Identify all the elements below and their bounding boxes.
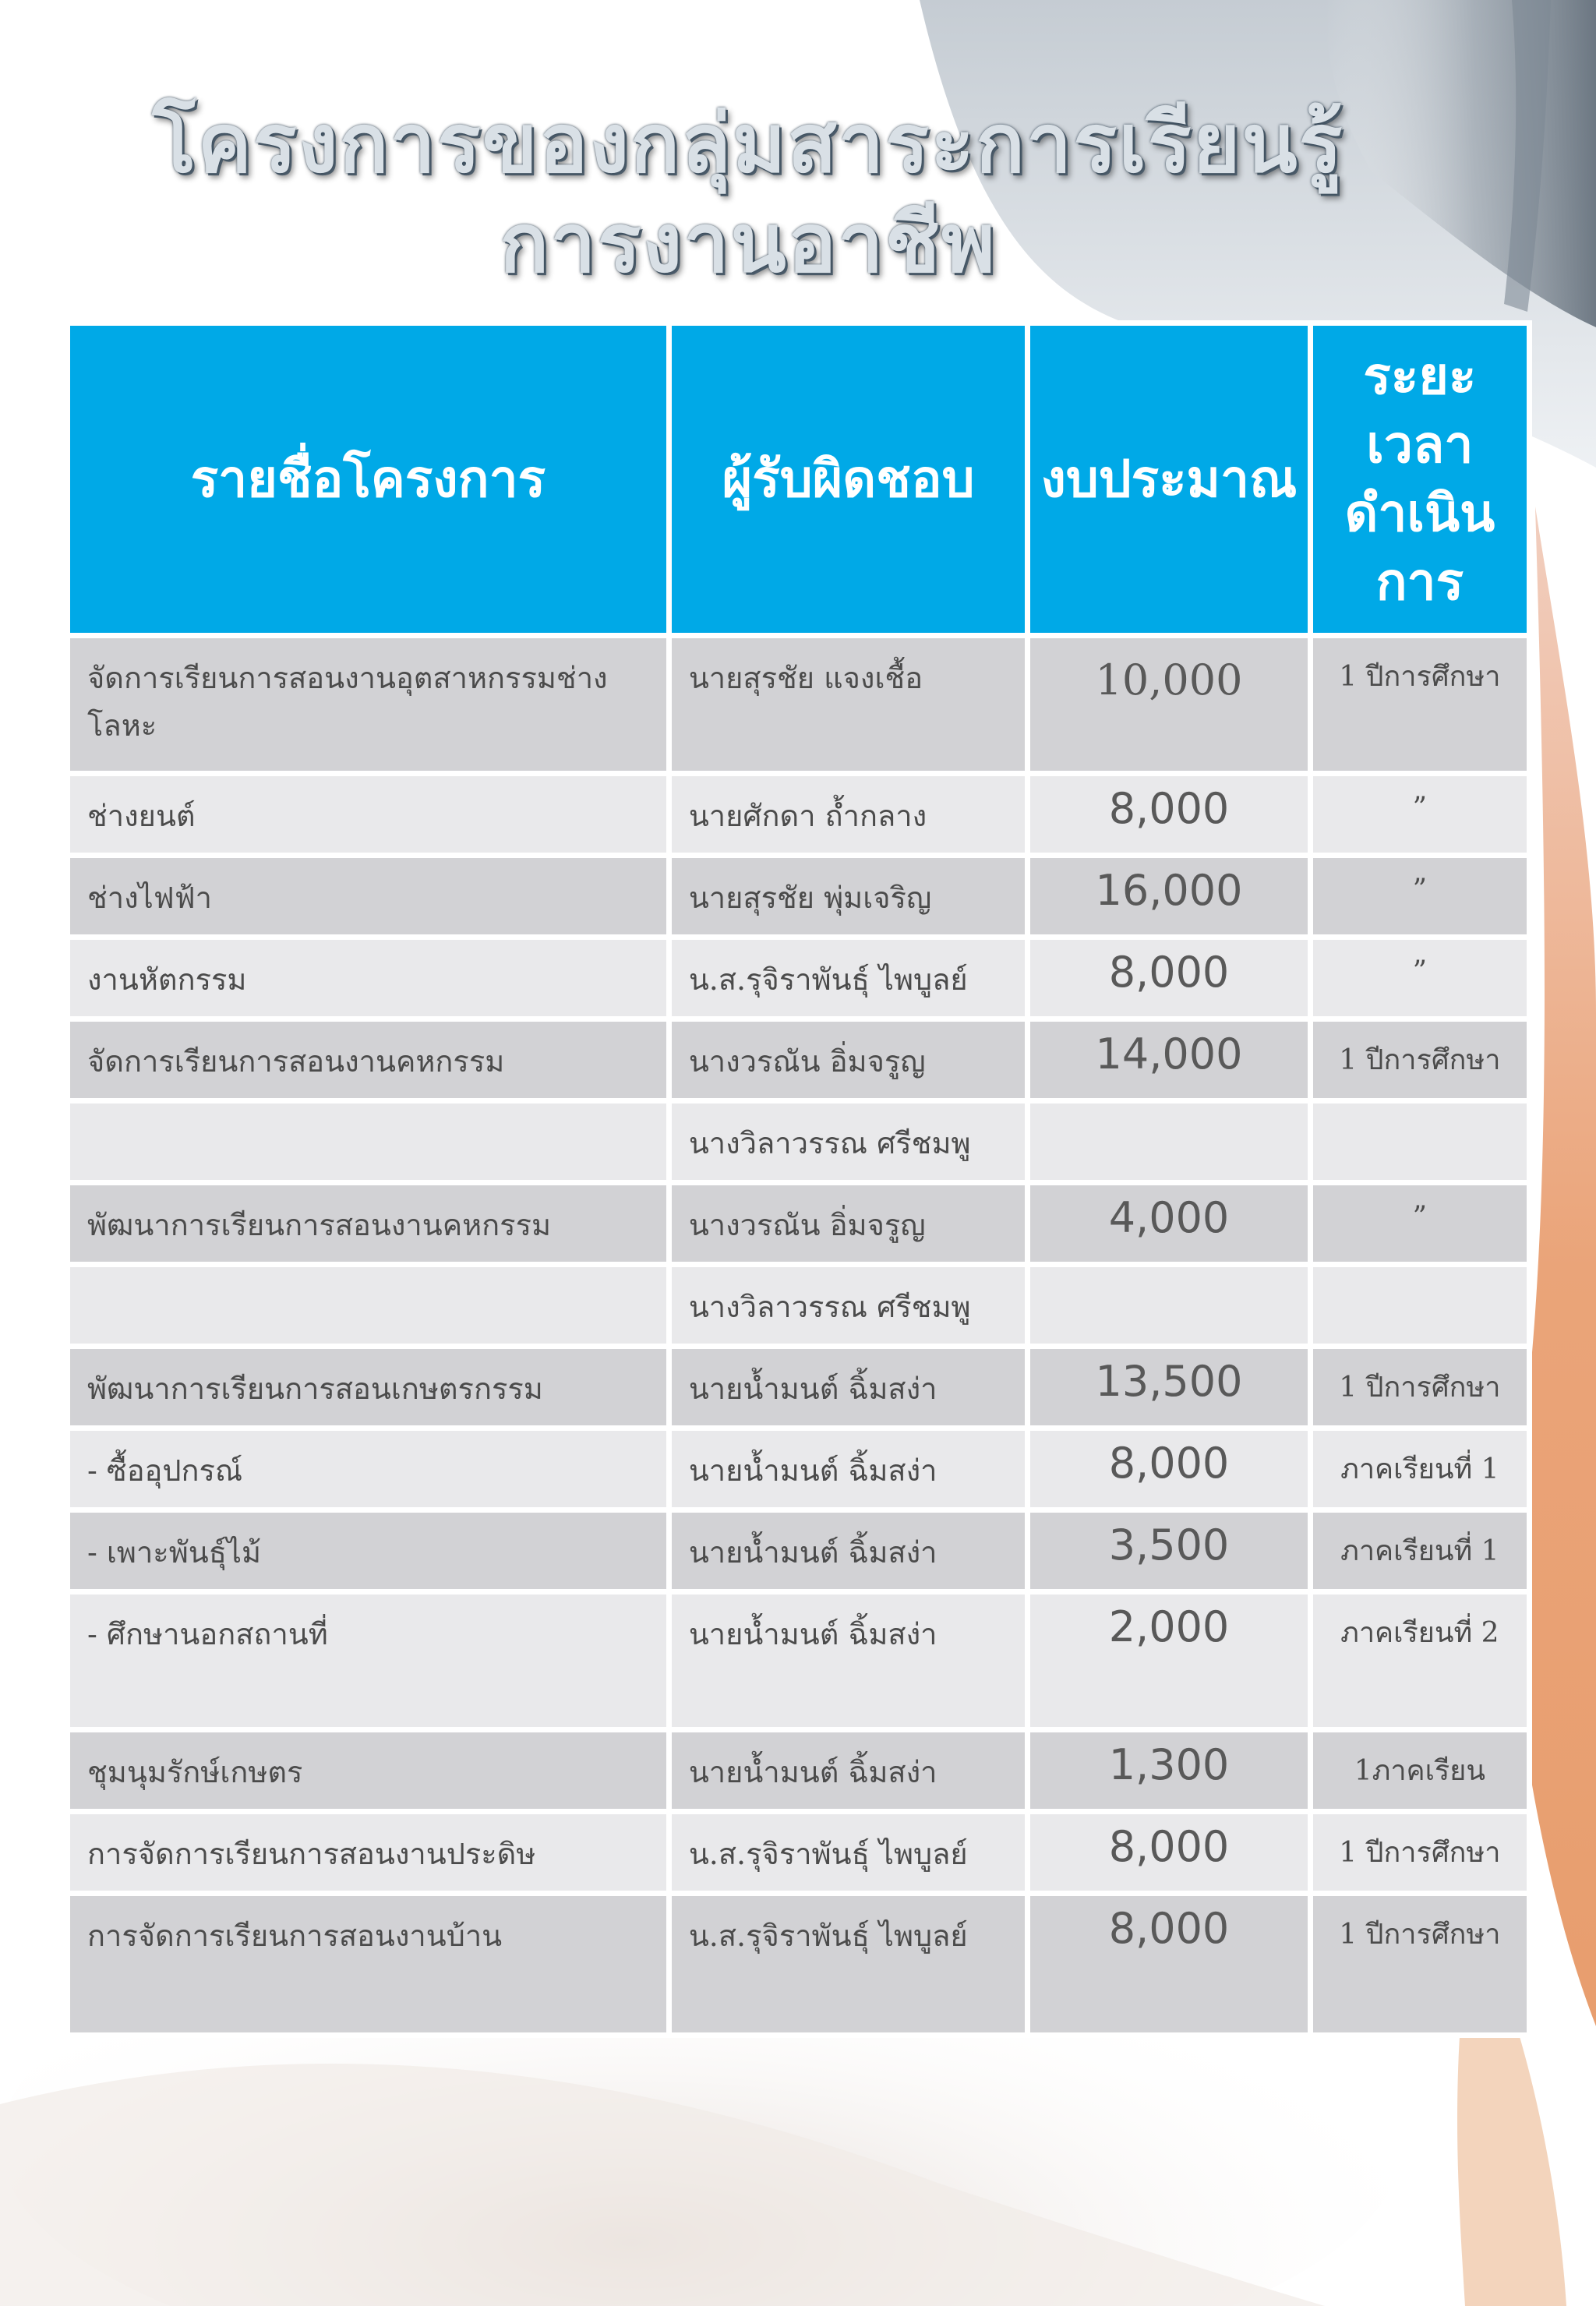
cell-budget: 8,000 [1030,776,1307,853]
cell-budget: 14,000 [1030,1022,1307,1098]
project-table [65,320,1532,2038]
table-row [70,1594,1527,1727]
cell-project: พัฒนาการเรียนการสอนงานคหกรรม [70,1185,666,1262]
cell-person: นายน้ำมนต์ ฉิ้มสง่า [672,1349,1025,1425]
cell-project [70,1104,666,1180]
table-row [70,1104,1527,1180]
cell-person: นางวรณัน อิ่มจรูญ [672,1022,1025,1098]
cell-period: 1 ปีการศึกษา [1313,1349,1527,1425]
cell-project: ช่างยนต์ [70,776,666,853]
cell-budget: 1,300 [1030,1732,1307,1809]
table-row [70,776,1527,853]
cell-person: นางวิลาวรรณ ศรีชมพู [672,1104,1025,1180]
cell-project: จัดการเรียนการสอนงานอุตสาหกรรมช่างโลหะ [70,638,666,771]
cell-budget: 8,000 [1030,1896,1307,2032]
cell-project: งานหัตกรรม [70,940,666,1016]
cell-budget: 10,000 [1030,638,1307,771]
table-row [70,1185,1527,1262]
cell-person: นายน้ำมนต์ ฉิ้มสง่า [672,1513,1025,1589]
cell-person: นายน้ำมนต์ ฉิ้มสง่า [672,1732,1025,1809]
cell-period: ” [1313,940,1527,1016]
cell-budget: 8,000 [1030,940,1307,1016]
cell-person: น.ส.รุจิราพันธุ์ ไพบูลย์ [672,1896,1025,2032]
cell-period: 1 ปีการศึกษา [1313,638,1527,771]
table-row [70,638,1527,771]
table-row [70,1513,1527,1589]
cell-project: พัฒนาการเรียนการสอนเกษตรกรรม [70,1349,666,1425]
cell-person: นายศักดา ถ้ำกลาง [672,776,1025,853]
cell-budget: 8,000 [1030,1814,1307,1891]
cell-project: ช่างไฟฟ้า [70,858,666,934]
table-row [70,1814,1527,1891]
cell-project [70,1267,666,1344]
cell-person: นายน้ำมนต์ ฉิ้มสง่า [672,1431,1025,1507]
cell-period: 1 ปีการศึกษา [1313,1814,1527,1891]
cell-budget: 3,500 [1030,1513,1307,1589]
table-row [70,940,1527,1016]
cell-project: ชุมนุมรักษ์เกษตร [70,1732,666,1809]
header-period: ระยะเวลาดำเนินการ [1313,326,1527,633]
cell-project: - ศึกษานอกสถานที่ [70,1594,666,1727]
cell-project: - เพาะพันธุ์ไม้ [70,1513,666,1589]
cell-period: ” [1313,776,1527,853]
cell-budget: 4,000 [1030,1185,1307,1262]
table-row [70,1349,1527,1425]
table-row [70,1732,1527,1809]
cell-person: นายสุรชัย แจงเชื้อ [672,638,1025,771]
cell-project: - ซื้ออุปกรณ์ [70,1431,666,1507]
cell-budget [1030,1104,1307,1180]
cell-period: ภาคเรียนที่ 1 [1313,1513,1527,1589]
table-row [70,1022,1527,1098]
cell-person: นางวรณัน อิ่มจรูญ [672,1185,1025,1262]
cell-person: นางวิลาวรรณ ศรีชมพู [672,1267,1025,1344]
table-row [70,1431,1527,1507]
cell-budget: 16,000 [1030,858,1307,934]
cell-period [1313,1267,1527,1344]
cell-period: 1 ปีการศึกษา [1313,1022,1527,1098]
cell-period: ภาคเรียนที่ 1 [1313,1431,1527,1507]
cell-project: จัดการเรียนการสอนงานคหกรรม [70,1022,666,1098]
cell-period: ” [1313,858,1527,934]
table-row [70,858,1527,934]
page-title [0,94,1496,293]
cell-project: การจัดการเรียนการสอนงานบ้าน [70,1896,666,2032]
cell-period [1313,1104,1527,1180]
cell-period: ” [1313,1185,1527,1262]
table-row [70,1267,1527,1344]
cell-period: 1 ปีการศึกษา [1313,1896,1527,2032]
cell-person: น.ส.รุจิราพันธุ์ ไพบูลย์ [672,1814,1025,1891]
cell-project: การจัดการเรียนการสอนงานประดิษ [70,1814,666,1891]
cell-period: 1ภาคเรียน [1313,1732,1527,1809]
cell-budget [1030,1267,1307,1344]
cell-budget: 2,000 [1030,1594,1307,1727]
cell-person: นายน้ำมนต์ ฉิ้มสง่า [672,1594,1025,1727]
cell-budget: 13,500 [1030,1349,1307,1425]
title-line-2: การงานอาชีพ [500,196,997,291]
title-line-1: โครงการของกลุ่มสาระการเรียนรู้ [152,96,1344,191]
header-project: รายชื่อโครงการ [70,326,666,633]
cell-budget: 8,000 [1030,1431,1307,1507]
header-person: ผู้รับผิดชอบ [672,326,1025,633]
cell-period: ภาคเรียนที่ 2 [1313,1594,1527,1727]
cell-person: น.ส.รุจิราพันธุ์ ไพบูลย์ [672,940,1025,1016]
header-row [70,326,1527,633]
table-row [70,1896,1527,2032]
cell-person: นายสุรชัย พุ่มเจริญ [672,858,1025,934]
header-budget: งบประมาณ [1030,326,1307,633]
